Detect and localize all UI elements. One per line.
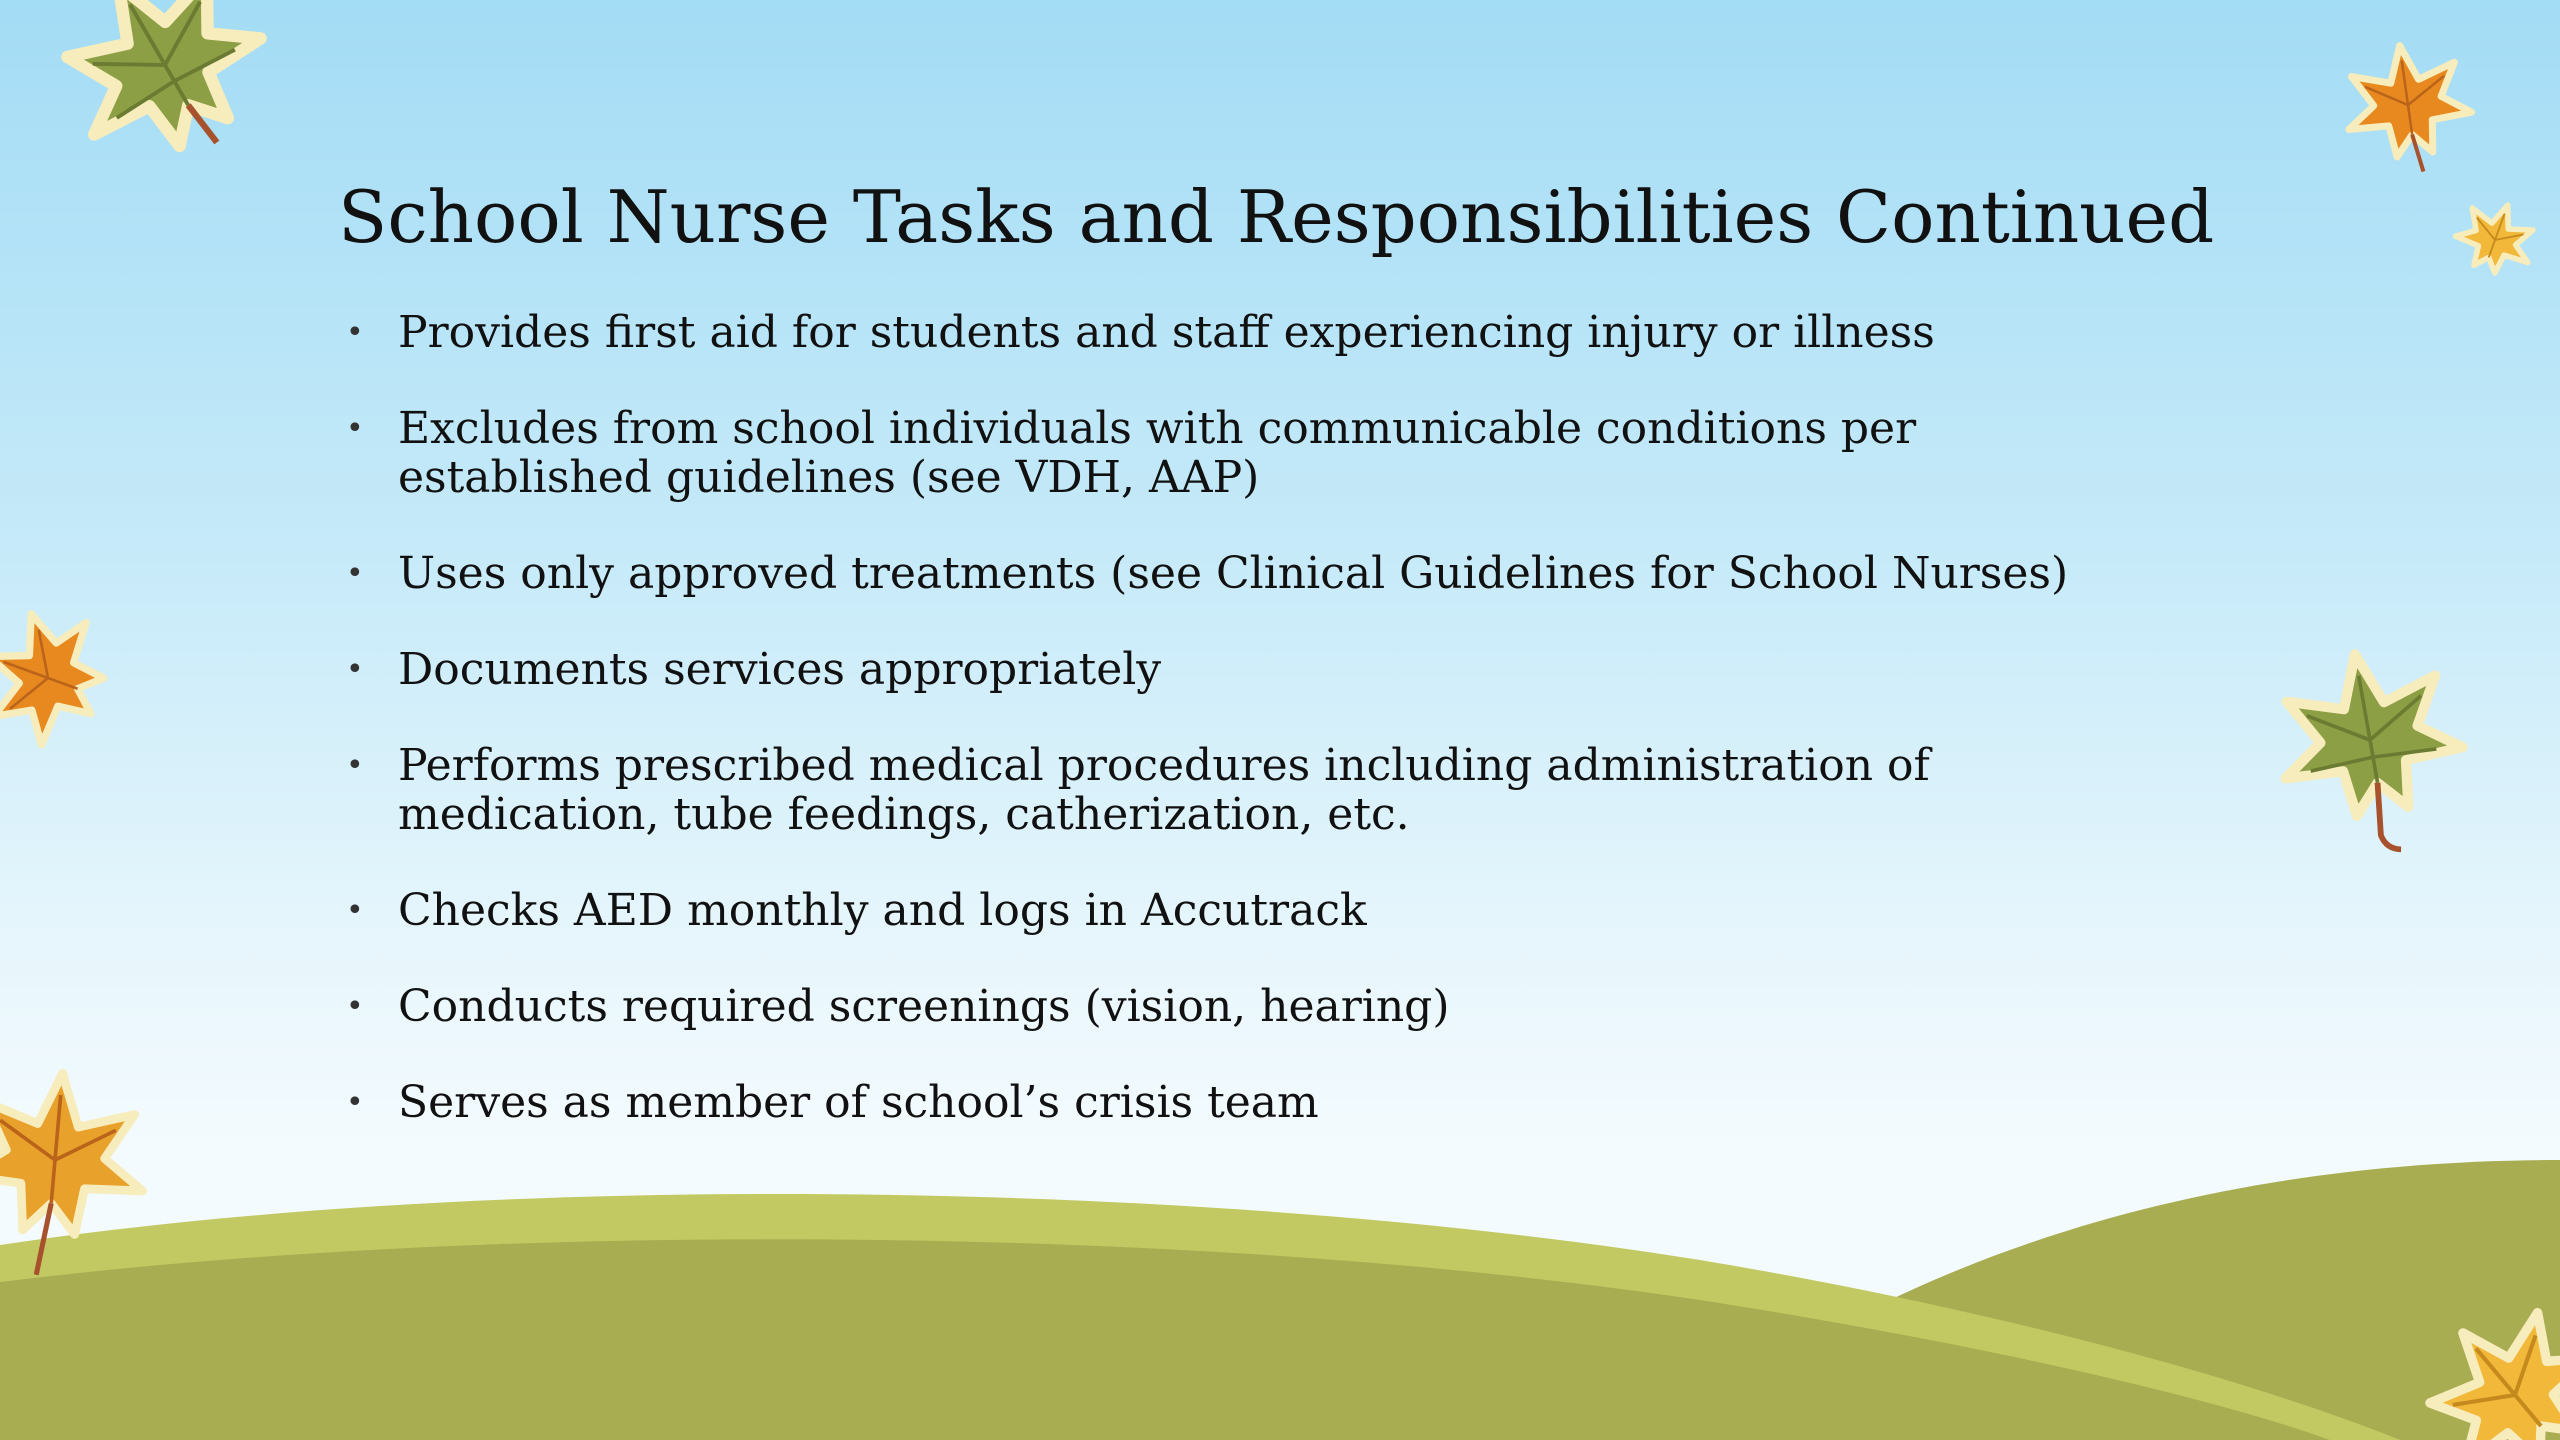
bullet-text: Performs prescribed medical procedures including administration of medication, tube feedings, catherization, etc. [398, 740, 1930, 840]
bullet-icon: • [346, 893, 364, 928]
bullet-text: Checks AED monthly and logs in Accutrack [398, 885, 1367, 936]
bullet-icon: • [346, 748, 364, 783]
bullet-icon: • [346, 556, 364, 591]
bullet-icon: • [346, 411, 364, 446]
bullet-text: Uses only approved treatments (see Clinical Guidelines for School Nurses) [398, 548, 2069, 599]
bullet-item-procedures [340, 741, 2180, 839]
bullet-text: Excludes from school individuals with communicable conditions per established guidelines (see VDH, AAP) [398, 403, 1917, 503]
bullet-item-documents [340, 645, 2180, 694]
bullet-icon: • [346, 315, 364, 350]
bullet-item-crisis-team [340, 1078, 2180, 1127]
bullet-text: Serves as member of school’s crisis team [398, 1077, 1319, 1128]
slide-title: School Nurse Tasks and Responsibilities Continued [338, 175, 2215, 259]
bullet-item-excludes [340, 404, 2180, 502]
bullet-list [340, 308, 2180, 1174]
bullet-item-first-aid [340, 308, 2180, 357]
bullet-item-aed [340, 886, 2180, 935]
bullet-text: Provides first aid for students and staff experiencing injury or illness [398, 307, 1935, 358]
bullet-text: Documents services appropriately [398, 644, 1162, 695]
bullet-icon: • [346, 1085, 364, 1120]
bullet-item-treatments [340, 549, 2180, 598]
bullet-item-screenings [340, 982, 2180, 1031]
bullet-icon: • [346, 989, 364, 1024]
bullet-icon: • [346, 652, 364, 687]
bullet-text: Conducts required screenings (vision, hearing) [398, 981, 1450, 1032]
